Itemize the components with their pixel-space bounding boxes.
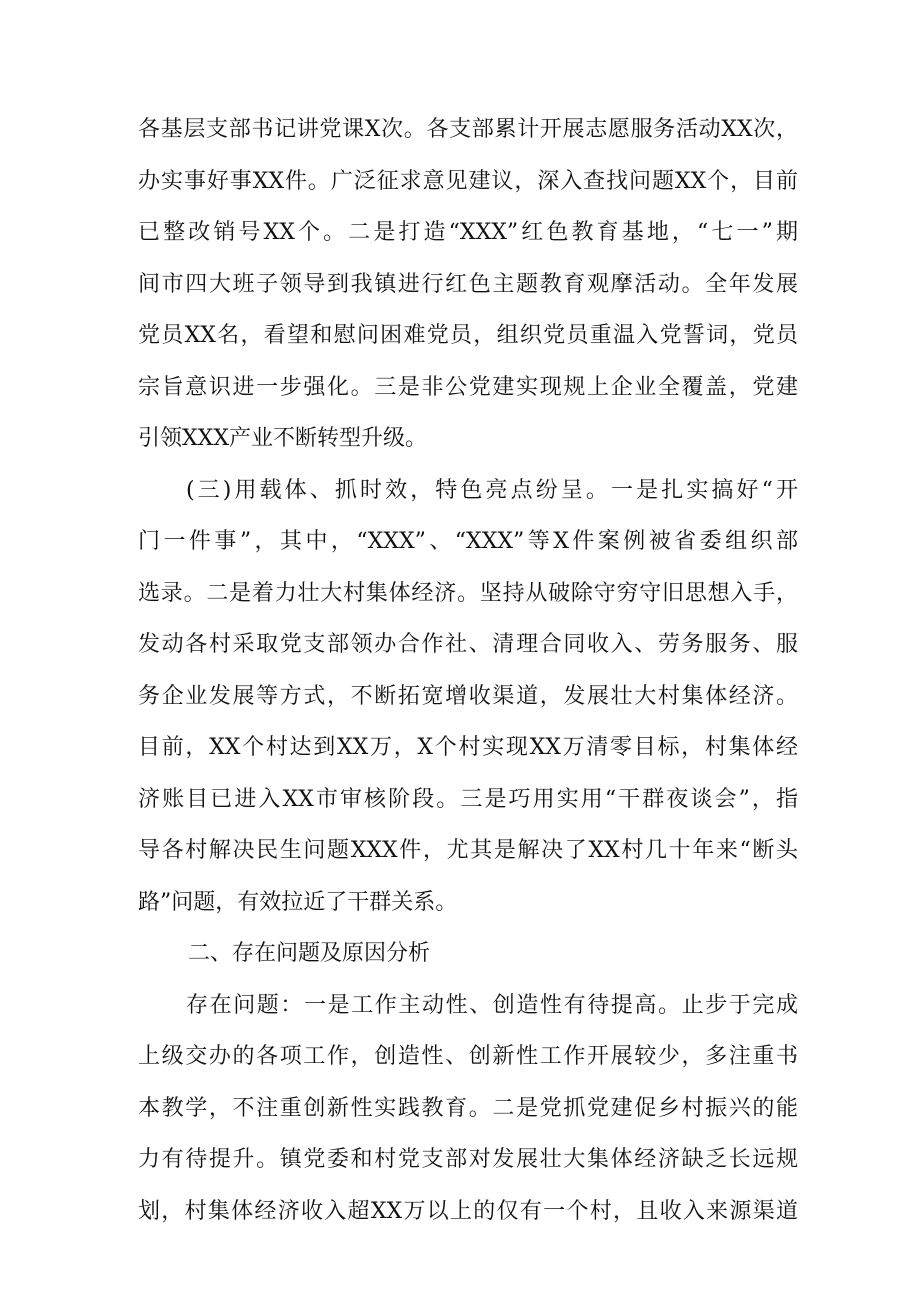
text-line: 各基层支部书记讲党课X次。各支部累计开展志愿服务活动XX次， [138,117,798,142]
text-line: 已整改销号XX个。二是打造“XXX”红色教育基地，“七一”期 [138,220,798,245]
text-line: 目前，XX个村达到XX万，X个村实现XX万清零目标，村集体经 [138,735,798,760]
text-line: 党员XX名，看望和慰问困难党员，组织党员重温入党誓词，党员 [138,323,798,348]
text-line: 济账目已进入XX市审核阶段。三是巧用实用“干群夜谈会”，指 [138,786,798,812]
document-body [138,104,798,1237]
section-heading: 二、存在问题及原因分析 [188,941,431,966]
text-line: 上级交办的各项工作，创造性、创新性工作开展较少，多注重书 [138,1044,798,1069]
text-line: 选录。二是着力壮大村集体经济。坚持从破除守穷守旧思想入手， [138,580,798,606]
text-line: 导各村解决民生问题XXX件，尤其是解决了XX村几十年来“断头 [138,838,798,863]
text-line: 存在问题：一是工作主动性、创造性有待提高。止步于完成 [186,992,798,1018]
text-line: 发动各村采取党支部领办合作社、清理合同收入、劳务服务、服 [138,632,798,657]
text-line: 门一件事”，其中，“XXX”、“XXX”等X件案例被省委组织部 [138,529,798,554]
text-line: 力有待提升。镇党委和村党支部对发展壮大集体经济缺乏长远规 [138,1147,798,1172]
text-line: 划，村集体经济收入超XX万以上的仅有一个村，且收入来源渠道 [138,1198,798,1224]
text-line: 宗旨意识进一步强化。三是非公党建实现规上企业全覆盖，党建 [138,374,798,400]
text-line: 间市四大班子领导到我镇进行红色主题教育观摩活动。全年发展 [138,271,798,297]
text-line: (三)用载体、抓时效，特色亮点纷呈。一是扎实搞好“开 [186,477,798,503]
text-line: 务企业发展等方式，不断拓宽增收渠道，发展壮大村集体经济。 [138,683,798,709]
text-line: 本教学，不注重创新性实践教育。二是党抓党建促乡村振兴的能 [138,1095,798,1121]
text-line: 引领XXX产业不断转型升级。 [138,426,427,451]
text-line: 路”问题，有效拉近了干群关系。 [138,889,458,915]
text-line: 办实事好事XX件。广泛征求意见建议，深入查找问题XX个，目前 [138,168,798,194]
